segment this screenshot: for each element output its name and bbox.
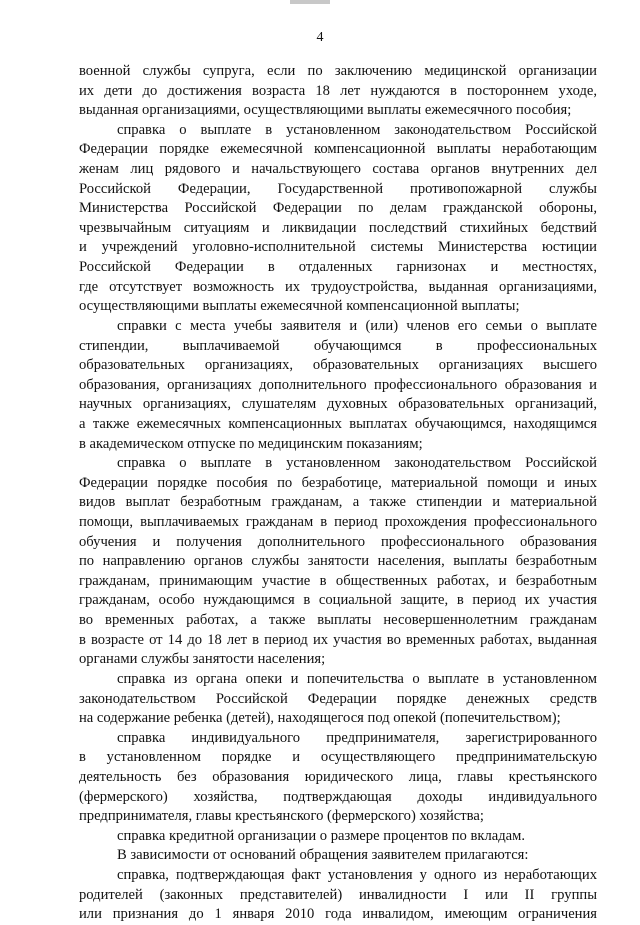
text-line: обучения и получения дополнительного профессионального образования (79, 533, 597, 550)
text-line: выданная организациями, осуществляющими выплаты ежемесячного пособия; (79, 102, 572, 119)
text-line: чрезвычайным ситуациям и ликвидации последствий стихийных бедствий (79, 219, 597, 236)
text-line: справка из органа опеки и попечительства о выплате в установленном (117, 670, 597, 687)
text-line: Федерации порядке ежемесячной компенсационной выплаты неработающим (79, 141, 597, 158)
document-body (79, 62, 597, 925)
text-line: в академическом отпуске по медицинским показаниям; (79, 435, 423, 452)
page-number: 4 (316, 30, 324, 45)
text-line: родителей (законных представителей) инвалидности I или II группы (79, 886, 597, 903)
text-line: в установленном порядке и осуществляющего предпринимательскую (79, 749, 597, 766)
text-line: где отсутствует возможность их трудоустройства, выданная организациями, (79, 278, 597, 295)
text-line: гражданам, особо нуждающимся в социальной защите, в период их участия (79, 592, 597, 609)
text-line: справка, подтверждающая факт установления у одного из неработающих (117, 866, 597, 883)
text-line: помощи, выплачиваемых гражданам в период прохождения профессионального (79, 514, 597, 531)
text-line: деятельность без образования юридического лица, главы крестьянского (79, 768, 597, 785)
text-line: во временных работах, а также выплаты несовершеннолетним гражданам (79, 612, 597, 629)
text-line: или признания до 1 января 2010 года инвалидом, имеющим ограничения (79, 906, 597, 923)
scan-artifact (290, 0, 330, 4)
text-line: Министерства Российской Федерации по делам гражданской обороны, (79, 200, 597, 217)
text-line: видов выплат безработным гражданам, а также стипендии и материальной (79, 494, 597, 511)
text-line: Российской Федерации, Государственной противопожарной службы (79, 180, 597, 197)
text-line: в возрасте от 14 до 18 лет в период их участия во временных работах, выданная (79, 631, 597, 648)
text-line: образовательных организациях, образовательных организациях высшего (79, 357, 597, 374)
text-line: на содержание ребенка (детей), находящегося под опекой (попечительством); (79, 710, 561, 727)
text-line: органами службы занятости населения; (79, 651, 326, 668)
text-line: образования, организациях дополнительного профессионального образования и (79, 376, 597, 393)
text-line: Российской Федерации в отдаленных гарнизонах и местностях, (79, 259, 597, 276)
text-line: В зависимости от оснований обращения заявителем прилагаются: (117, 847, 529, 864)
text-line: предпринимателя, главы крестьянского (фермерского) хозяйства; (79, 808, 484, 825)
text-line: (фермерского) хозяйства, подтверждающая доходы индивидуального (79, 788, 597, 805)
text-line: справка о выплате в установленном законодательством Российской (117, 455, 597, 472)
text-line: научных организациях, слушателям духовных образовательных организаций, (79, 396, 597, 413)
text-line: по направлению органов службы занятости населения, выплаты безработным (79, 553, 597, 570)
text-line: справки с места учебы заявителя и (или) членов его семьи о выплате (117, 317, 597, 334)
text-line: Федерации порядке пособия по безработице, материальной помощи и иных (79, 474, 597, 491)
text-line: справка кредитной организации о размере процентов по вкладам. (117, 827, 526, 844)
text-line: женам лиц рядового и начальствующего состава органов внутренних дел (79, 161, 597, 178)
text-line: стипендии, выплачиваемой обучающимся в профессиональных (79, 337, 597, 354)
text-line: законодательством Российской Федерации порядке денежных средств (79, 690, 597, 707)
text-line: справка индивидуального предпринимателя, зарегистрированного (117, 729, 597, 746)
text-line: справка о выплате в установленном законодательством Российской (117, 121, 597, 138)
text-line: военной службы супруга, если по заключению медицинской организации (79, 63, 597, 79)
text-line: осуществляющими выплаты ежемесячной компенсационной выплаты; (79, 298, 520, 315)
text-line: гражданам, принимающим участие в общественных работах, и безработным (79, 572, 597, 589)
text-line: и учреждений уголовно-исполнительной системы Министерства юстиции (79, 239, 597, 256)
text-line: их дети до достижения возраста 18 лет нуждаются в постороннем уходе, (79, 82, 597, 99)
text-line: а также ежемесячных компенсационных выплатах обучающимся, находящимся (79, 415, 597, 432)
